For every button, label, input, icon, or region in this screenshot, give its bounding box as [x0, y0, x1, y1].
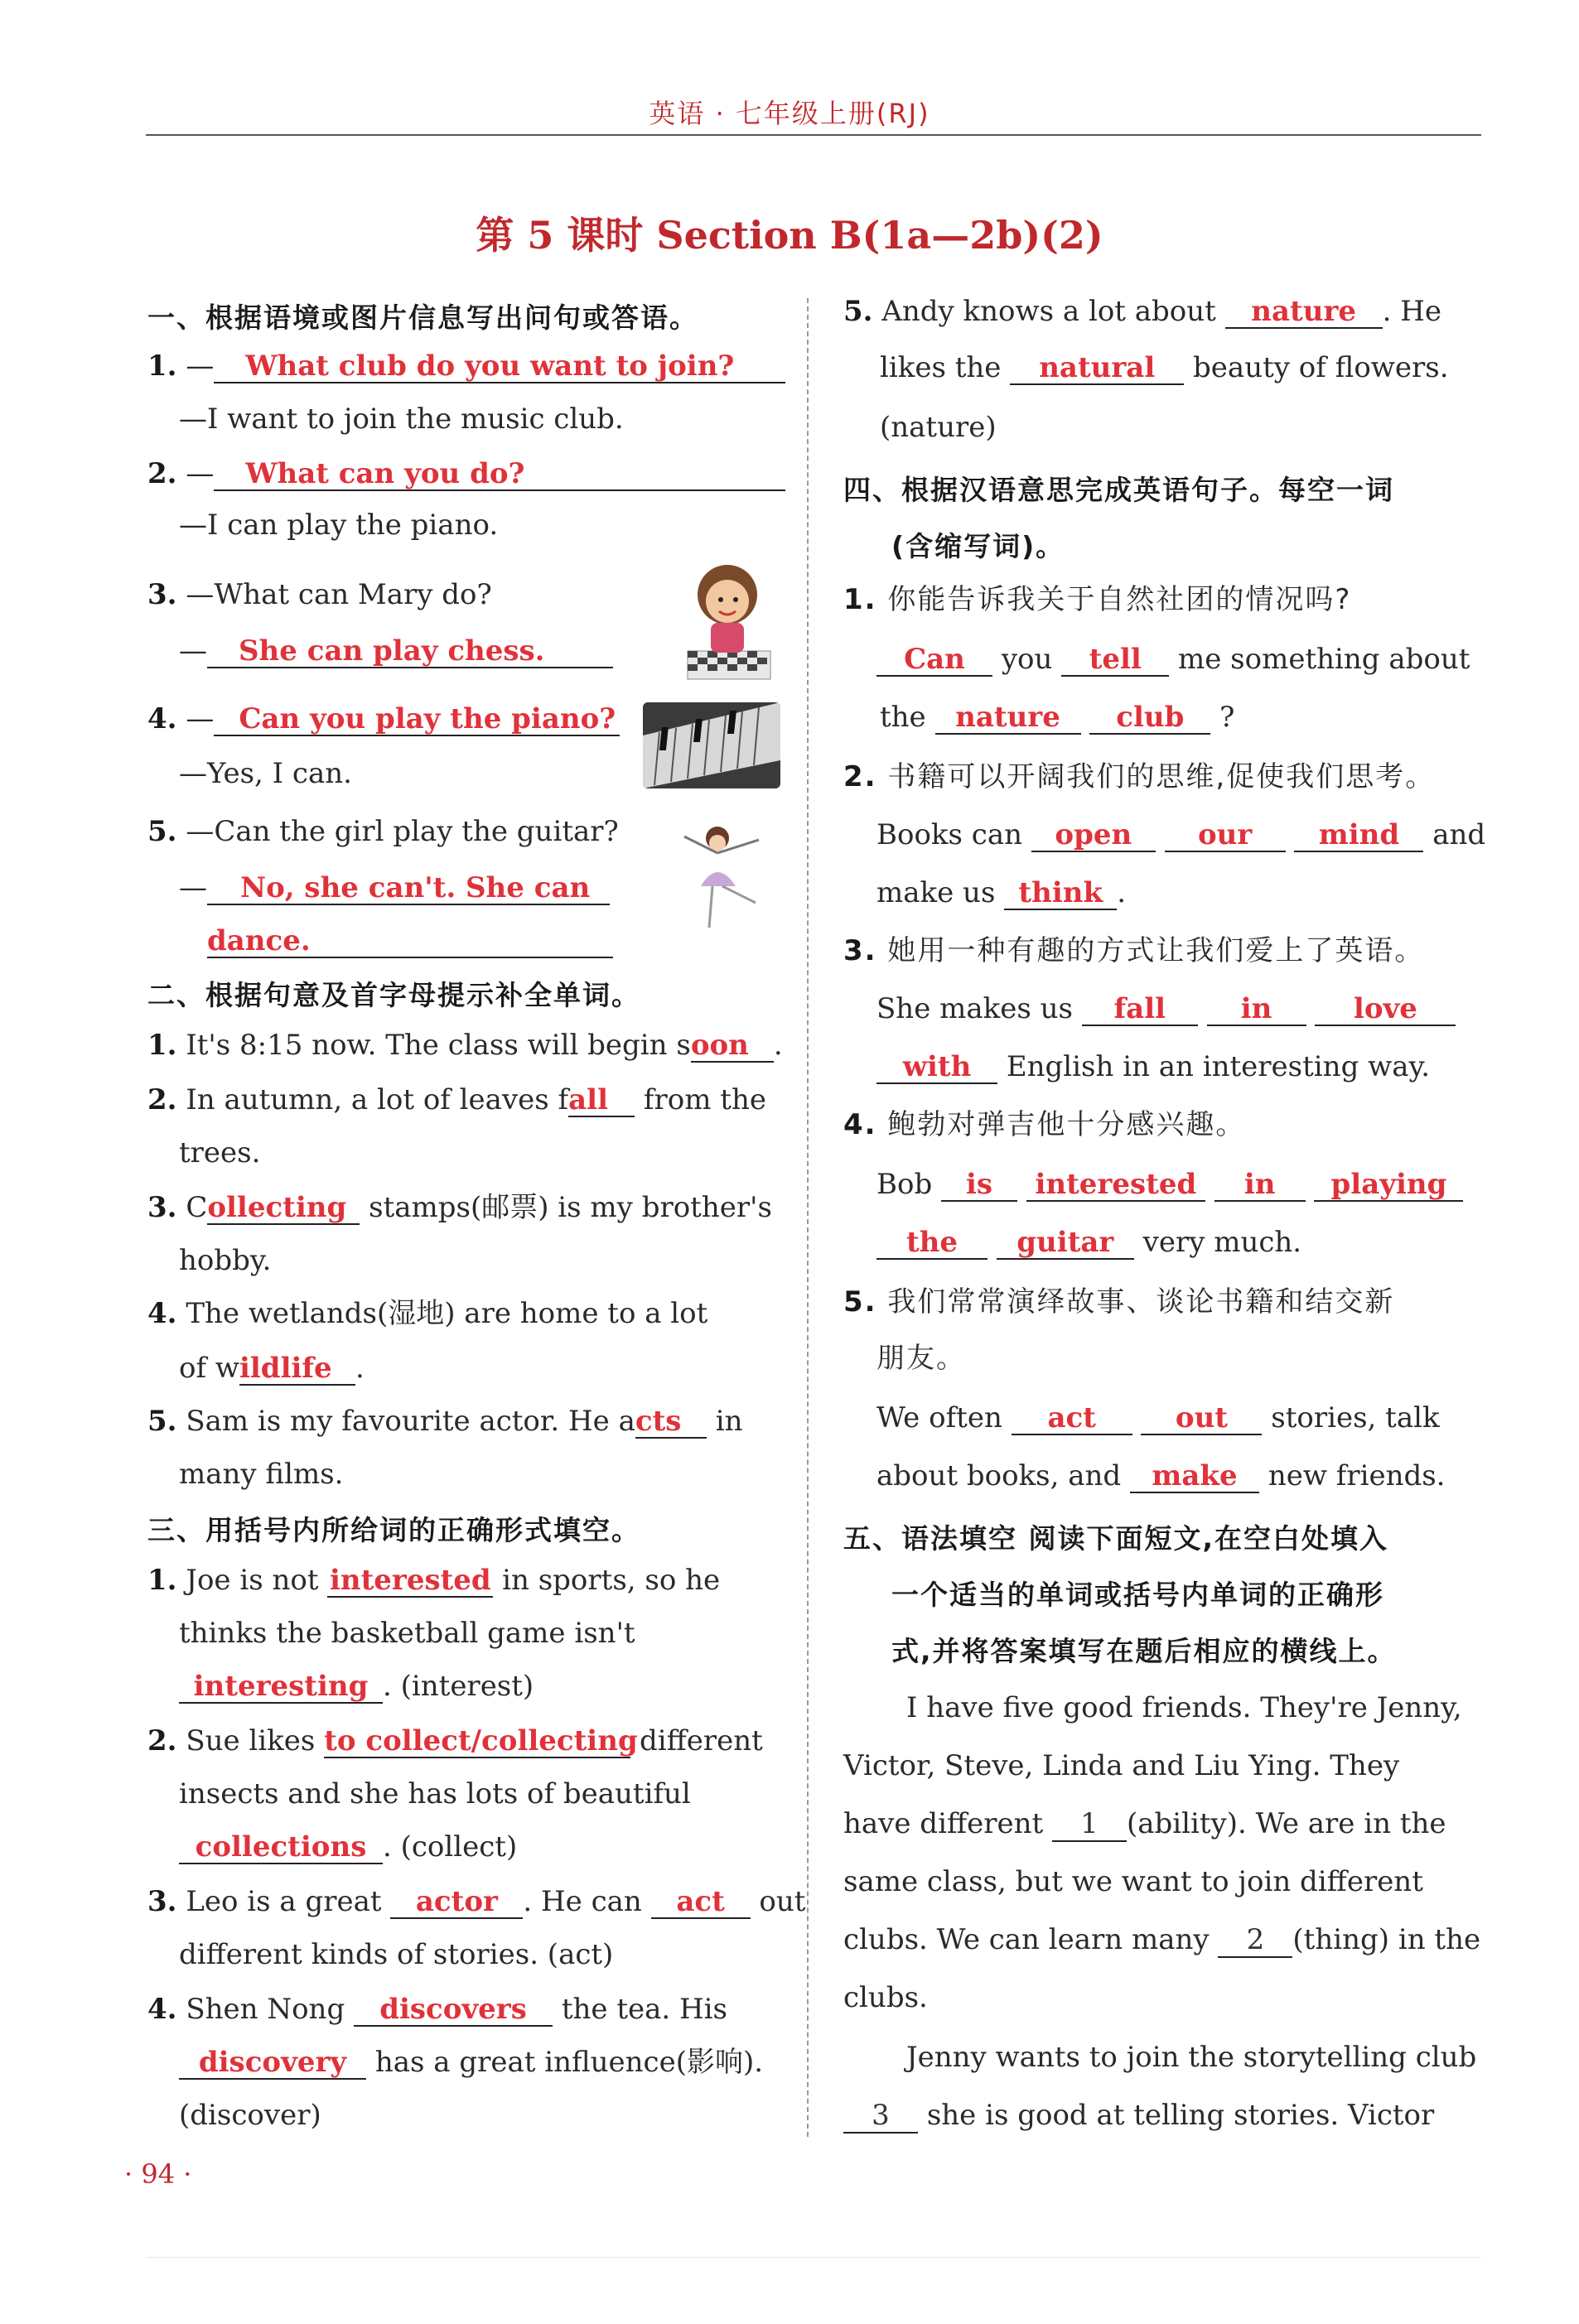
s1-q5-answer-line — [179, 871, 610, 905]
s4-q5-answer1[interactable]: act — [1012, 1402, 1132, 1435]
s4-q5-cn — [843, 1285, 1394, 1319]
s3-q2-text2: different — [639, 1724, 763, 1757]
s4-q4-en-line2 — [876, 1226, 1301, 1260]
s2-q4-line2 — [179, 1352, 365, 1386]
s4-q2-cn — [843, 760, 1435, 793]
s1-q4-line — [147, 702, 620, 736]
s2-q4-answer[interactable]: ildlife — [239, 1352, 355, 1386]
s1-q5-dash: — — [179, 871, 207, 904]
s4-q2-text2: and — [1432, 818, 1486, 851]
s1-q3-num: 3. — [147, 578, 177, 611]
s2-q5-answer[interactable]: cts — [635, 1405, 707, 1439]
s4-q5-cn-line2: 朋友。 — [876, 1342, 966, 1375]
s4-q4-text2: very much. — [1142, 1226, 1302, 1259]
s4-q1-en-line2 — [880, 701, 1234, 735]
section-5-title: 五、语法填空 阅读下面短文,在空白处填入 — [843, 1522, 1389, 1555]
s4-q2-en-line2 — [876, 876, 1126, 910]
s3-q4-line — [147, 1993, 727, 2027]
s2-q3-line — [147, 1191, 772, 1225]
s3-q5-text: Andy knows a lot about — [881, 295, 1216, 328]
s1-q2-dash: — — [186, 457, 215, 490]
s4-q5-num: 5. — [843, 1285, 877, 1319]
s4-q1-answer1[interactable]: Can — [876, 644, 992, 677]
s3-q5-line2 — [880, 351, 1449, 385]
s2-q4-text2: of w — [179, 1352, 239, 1385]
s4-q1-text1: you — [1001, 643, 1053, 676]
s3-q1-line2: thinks the basketball game isn't — [179, 1617, 635, 1650]
s2-q3-line2: hobby. — [179, 1244, 272, 1277]
s4-q1-chinese: 你能告诉我关于自然社团的情况吗? — [887, 583, 1352, 616]
s3-q1-num: 1. — [147, 1564, 177, 1597]
s2-q3-text2: stamps(邮票) is my brother's — [360, 1191, 772, 1224]
s3-q3-line2: different kinds of stories. (act) — [179, 1938, 614, 1971]
s2-q1-answer[interactable]: oon — [691, 1029, 774, 1063]
s3-q1-text: Joe is not — [186, 1564, 319, 1597]
s4-q1-text2: me something about — [1178, 643, 1470, 676]
s2-q1-num: 1. — [147, 1029, 177, 1062]
section-5-title-line2: 一个适当的单词或括号内单词的正确形 — [891, 1579, 1384, 1611]
s1-q1-answer[interactable]: What club do you want to join? — [214, 350, 785, 383]
s1-q5-question: —Can the girl play the guitar? — [186, 815, 619, 848]
s3-q2-line2: insects and she has lots of beautiful — [179, 1777, 691, 1811]
s3-q3-text2: . He can — [523, 1885, 642, 1918]
bottom-separator — [146, 2257, 1481, 2258]
s1-q5-line — [147, 815, 619, 848]
piano-image — [643, 702, 780, 788]
s2-q3-text: C — [186, 1191, 208, 1224]
s4-q3-answer4[interactable]: with — [876, 1051, 997, 1084]
s2-q5-line2: many films. — [179, 1458, 344, 1491]
s2-q4-end: . — [355, 1352, 365, 1385]
s3-q4-answer1[interactable]: discovers — [354, 1994, 553, 2027]
s3-q5-text3: likes the — [880, 351, 1002, 384]
s4-q4-answer1[interactable]: is — [941, 1169, 1017, 1202]
s3-q4-num: 4. — [147, 1993, 177, 2026]
s4-q2-end: . — [1117, 876, 1127, 909]
s3-q3-num: 3. — [147, 1885, 177, 1918]
s2-q1-line — [147, 1029, 783, 1063]
s3-q1-end: . (interest) — [383, 1670, 534, 1703]
s2-q2-answer[interactable]: all — [568, 1084, 635, 1117]
s4-q3-chinese: 她用一种有趣的方式让我们爱上了英语。 — [887, 934, 1425, 967]
s3-q5-line — [843, 295, 1441, 329]
s1-q2-num: 2. — [147, 457, 177, 490]
s4-q2-answer3[interactable]: mind — [1294, 819, 1423, 852]
passage-text-5a: clubs. We can learn many — [843, 1923, 1210, 1956]
s4-q4-num: 4. — [843, 1108, 877, 1141]
passage-line-5 — [843, 1923, 1480, 1958]
s2-q2-text: In autumn, a lot of leaves f — [186, 1083, 569, 1116]
s4-q2-en-line — [876, 818, 1485, 852]
passage-line-1: I have five good friends. They're Jenny, — [906, 1691, 1462, 1724]
s4-q4-en-line — [876, 1168, 1463, 1202]
s4-q3-answer2[interactable]: in — [1207, 993, 1306, 1026]
section-4-title-line2: (含缩写词)。 — [891, 530, 1065, 562]
s4-q5-text1: We often — [876, 1401, 1002, 1434]
s2-q5-text2: in — [706, 1405, 743, 1438]
s3-q4-text2: the tea. His — [561, 1993, 727, 2026]
passage-line-2: Victor, Steve, Linda and Liu Ying. They — [843, 1749, 1400, 1782]
s3-q2-num: 2. — [147, 1724, 177, 1757]
s1-q4-reply: —Yes, I can. — [179, 757, 352, 790]
s4-q2-num: 2. — [843, 760, 877, 793]
s3-q3-answer1[interactable]: actor — [390, 1886, 523, 1919]
s2-q1-text: It's 8:15 now. The class will begin s — [186, 1029, 691, 1062]
section-3-title: 三、用括号内所给词的正确形式填空。 — [147, 1514, 640, 1546]
s3-q3-line — [147, 1885, 805, 1919]
s3-q5-line3: (nature) — [880, 411, 997, 444]
s3-q2-answer1[interactable]: to collect/collecting — [324, 1724, 638, 1757]
column-divider — [807, 298, 809, 2137]
s4-q4-cn — [843, 1108, 1245, 1141]
s1-q4-answer[interactable]: Can you play the piano? — [214, 703, 620, 736]
passage-text-3b: (ability). We are in the — [1126, 1807, 1446, 1840]
s3-q1-answer1[interactable]: interested — [327, 1565, 493, 1598]
s3-q1-text2: in sports, so he — [502, 1564, 721, 1597]
s4-q5-text2: stories, talk — [1271, 1401, 1440, 1434]
s2-q5-text: Sam is my favourite actor. He a — [186, 1405, 635, 1438]
s3-q1-answer2[interactable]: interesting — [179, 1671, 383, 1704]
passage-text-8: she is good at telling stories. Victor — [926, 2099, 1435, 2132]
header-title: 英语 · 七年级上册(RJ) — [649, 98, 930, 129]
passage-line-8 — [843, 2099, 1434, 2134]
s1-q3-answer-line — [179, 634, 613, 668]
s1-q5-answer-line2 — [207, 924, 613, 958]
passage-text-3a: have different — [843, 1807, 1044, 1840]
page-number: · 94 · — [124, 2158, 192, 2190]
s4-q2-answer1[interactable]: open — [1031, 819, 1156, 852]
s4-q1-answer2[interactable]: tell — [1061, 644, 1169, 677]
s1-q5-answer-part1[interactable]: No, she can't. She can — [207, 872, 610, 905]
s3-q5-answer2[interactable]: natural — [1010, 352, 1184, 385]
s4-q1-num: 1. — [843, 583, 877, 616]
s3-q2-line — [147, 1724, 763, 1758]
blank-3[interactable]: 3 — [843, 2099, 918, 2134]
passage-line-6: clubs. — [843, 1981, 928, 2014]
s4-q4-answer3[interactable]: in — [1214, 1169, 1306, 1202]
s1-q4-num: 4. — [147, 702, 177, 735]
s2-q5-num: 5. — [147, 1405, 177, 1438]
lesson-title: 第 5 课时 Section B(1a—2b)(2) — [476, 213, 1103, 258]
s4-q4-text1: Bob — [876, 1168, 933, 1201]
s3-q1-line — [147, 1564, 720, 1598]
s4-q1-answer4[interactable]: club — [1089, 702, 1210, 735]
s1-q1-dash: — — [186, 350, 215, 383]
s3-q4-answer2[interactable]: discovery — [179, 2047, 366, 2080]
s3-q2-end: . (collect) — [383, 1830, 518, 1864]
s4-q5-text4: new friends. — [1268, 1459, 1446, 1492]
s4-q5-text3: about books, and — [876, 1459, 1122, 1492]
blank-1[interactable]: 1 — [1052, 1807, 1127, 1842]
passage-line-4: same class, but we want to join different — [843, 1865, 1423, 1898]
s3-q4-text3: has a great influence(影响). — [374, 2046, 764, 2079]
s3-q5-text2: . He — [1382, 295, 1442, 328]
s3-q5-answer1[interactable]: nature — [1225, 296, 1383, 329]
s1-q2-line — [147, 457, 785, 491]
s4-q5-chinese: 我们常常演绎故事、谈论书籍和结交新 — [887, 1285, 1395, 1319]
s4-q1-en-line — [876, 643, 1470, 677]
s2-q3-num: 3. — [147, 1191, 177, 1224]
passage-line-7: Jenny wants to join the storytelling club — [906, 2041, 1477, 2074]
s3-q2-text: Sue likes — [186, 1724, 316, 1757]
s3-q4-line3: (discover) — [179, 2099, 321, 2132]
s2-q3-answer[interactable]: ollecting — [207, 1192, 360, 1225]
s1-q1-num: 1. — [147, 350, 177, 383]
s2-q4-text: The wetlands(湿地) are home to a lot — [186, 1297, 708, 1330]
s2-q1-end: . — [773, 1029, 783, 1062]
s1-q1-reply: —I want to join the music club. — [179, 403, 624, 436]
s4-q1-answer3[interactable]: nature — [935, 702, 1081, 735]
s4-q3-cn — [843, 934, 1424, 967]
s4-q4-answer2[interactable]: interested — [1026, 1169, 1205, 1202]
header-rule — [146, 134, 1481, 136]
s4-q3-text1: She makes us — [876, 992, 1073, 1025]
s1-q2-answer[interactable]: What can you do? — [214, 458, 785, 491]
s2-q2-text2: from the — [635, 1083, 766, 1116]
s3-q3-text3: out — [759, 1885, 806, 1918]
s2-q4-line — [147, 1297, 707, 1330]
section-5-title-line3: 式,并将答案填写在题后相应的横线上。 — [891, 1635, 1397, 1667]
s3-q4-line2 — [179, 2046, 763, 2080]
s3-q1-line3 — [179, 1670, 534, 1704]
s4-q1-cn — [843, 583, 1351, 616]
s4-q5-en-line — [876, 1401, 1440, 1435]
passage-text-5b: (thing) in the — [1292, 1923, 1481, 1956]
s2-q2-line2: trees. — [179, 1136, 261, 1169]
s4-q1-end: ? — [1219, 701, 1235, 734]
s1-q3-dash: — — [179, 634, 207, 668]
s4-q4-answer5[interactable]: the — [876, 1227, 987, 1260]
section-2-title: 二、根据句意及首字母提示补全单词。 — [147, 979, 640, 1011]
s3-q5-text4: beauty of flowers. — [1193, 351, 1449, 384]
s4-q3-answer1[interactable]: fall — [1082, 993, 1198, 1026]
s4-q2-text1: Books can — [876, 818, 1022, 851]
s4-q4-answer4[interactable]: playing — [1314, 1169, 1463, 1202]
s4-q3-num: 3. — [843, 934, 877, 967]
s4-q4-answer6[interactable]: guitar — [997, 1227, 1134, 1260]
s4-q1-text3: the — [880, 701, 926, 734]
s1-q3-line — [147, 578, 492, 611]
s4-q5-answer2[interactable]: out — [1141, 1402, 1262, 1435]
s3-q2-line3 — [179, 1830, 517, 1864]
girl-chess-image — [663, 560, 787, 682]
blank-2[interactable]: 2 — [1218, 1923, 1292, 1958]
s1-q1-line — [147, 350, 785, 383]
s4-q2-chinese: 书籍可以开阔我们的思维,促使我们思考。 — [887, 760, 1436, 793]
s1-q5-num: 5. — [147, 815, 177, 848]
s1-q2-reply: —I can play the piano. — [179, 509, 499, 542]
s4-q2-text3: make us — [876, 876, 996, 909]
s4-q3-text2: English in an interesting way. — [1006, 1050, 1431, 1083]
section-1-title: 一、根据语境或图片信息写出问句或答语。 — [147, 301, 698, 334]
s4-q3-en-line2 — [876, 1050, 1430, 1084]
section-4-title: 四、根据汉语意思完成英语句子。每空一词 — [843, 474, 1394, 506]
s3-q4-text: Shen Nong — [186, 1993, 345, 2026]
s3-q3-answer2[interactable]: act — [651, 1886, 751, 1919]
s4-q2-answer4[interactable]: think — [1004, 877, 1117, 910]
s4-q5-answer3[interactable]: make — [1130, 1460, 1259, 1493]
s4-q3-answer3[interactable]: love — [1315, 993, 1456, 1026]
s4-q3-en-line — [876, 992, 1456, 1026]
s4-q5-en-line2 — [876, 1459, 1446, 1493]
s1-q5-answer-part2[interactable]: dance. — [207, 925, 613, 958]
s2-q2-line — [147, 1083, 766, 1117]
s1-q3-question: —What can Mary do? — [186, 578, 492, 611]
ballerina-image — [659, 820, 784, 936]
s3-q5-num: 5. — [843, 295, 873, 328]
s4-q2-answer2[interactable]: our — [1165, 819, 1286, 852]
s2-q4-num: 4. — [147, 1297, 177, 1330]
s3-q2-answer2[interactable]: collections — [179, 1831, 383, 1864]
passage-line-3 — [843, 1807, 1446, 1842]
s2-q2-num: 2. — [147, 1083, 177, 1116]
s1-q4-dash: — — [186, 702, 215, 735]
s1-q3-answer[interactable]: She can play chess. — [207, 635, 613, 668]
s3-q3-text: Leo is a great — [186, 1885, 382, 1918]
s2-q5-line — [147, 1405, 742, 1439]
s4-q4-chinese: 鲍勃对弹吉他十分感兴趣。 — [887, 1108, 1246, 1141]
